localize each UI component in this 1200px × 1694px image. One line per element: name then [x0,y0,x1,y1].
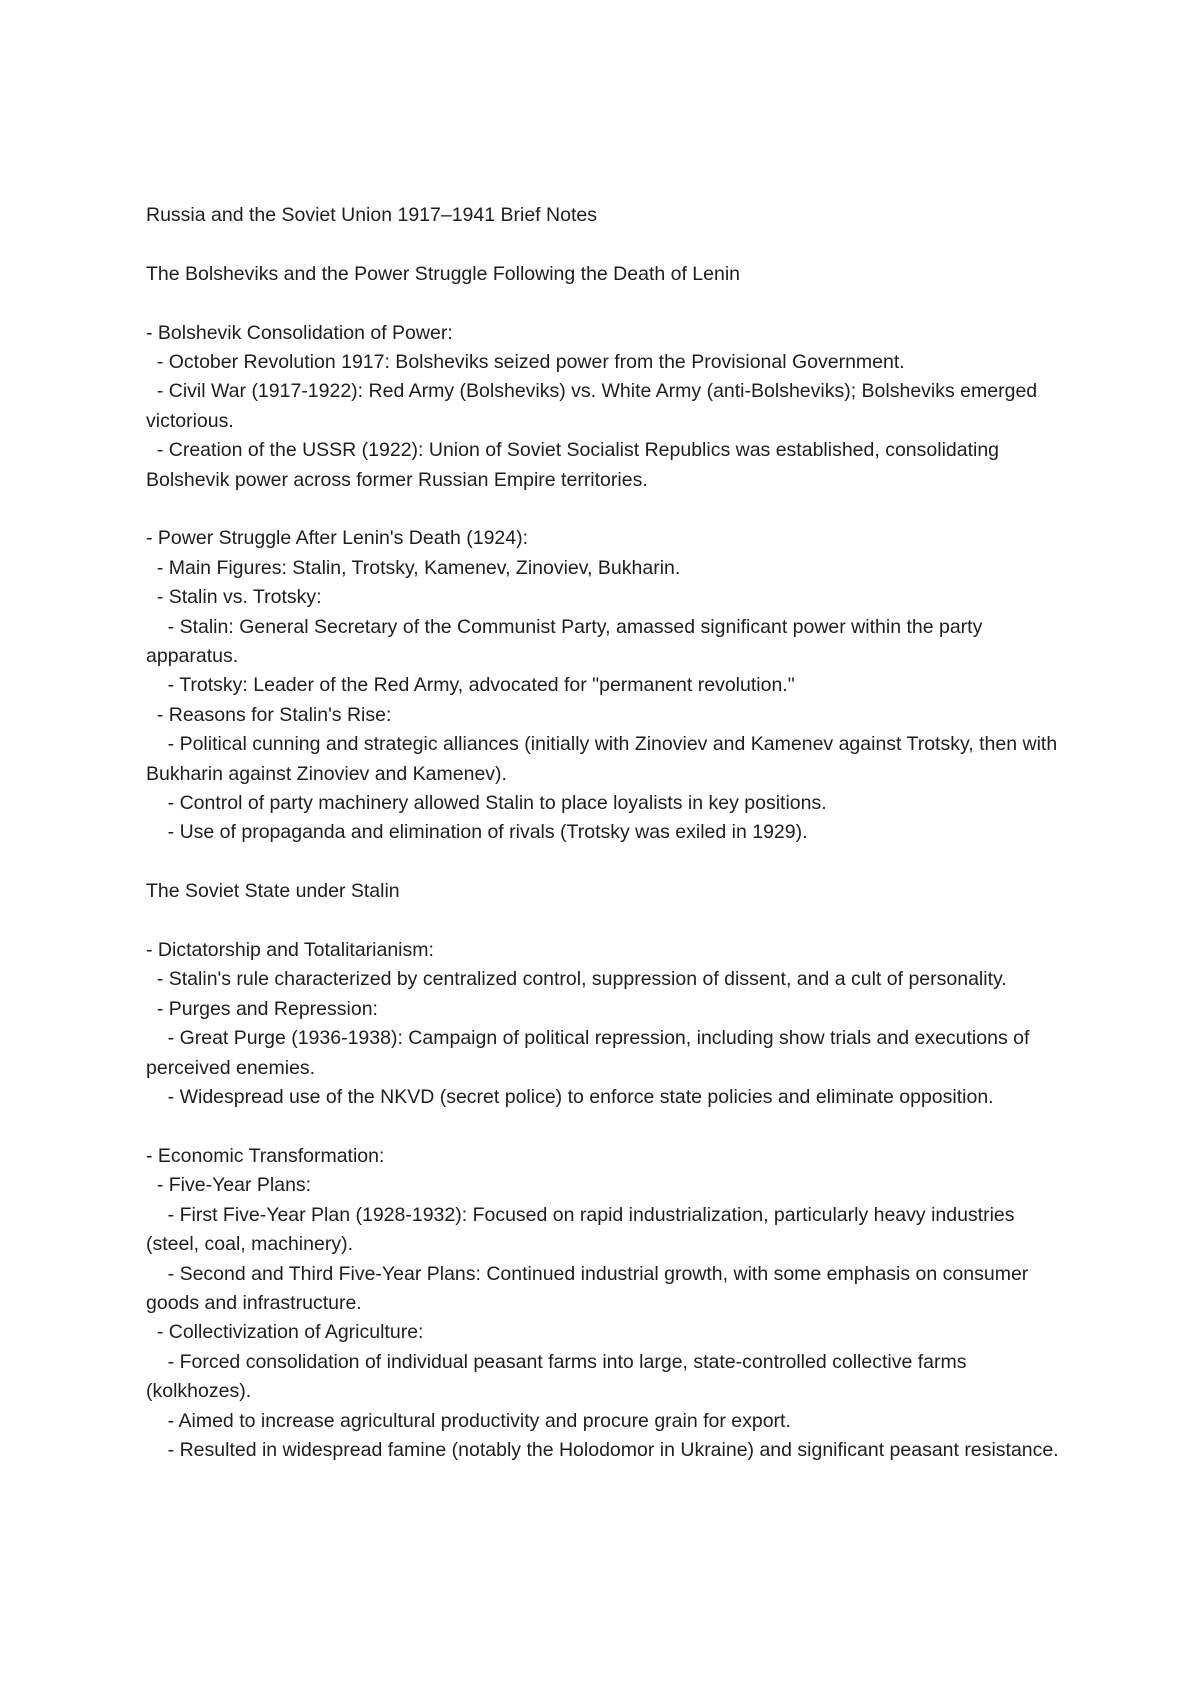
bullet-five-year-plans-header: - Five-Year Plans: [146,1174,312,1197]
bullet-forced-consolidation: - Forced consolidation of individual peasant farms into large, state-controlled collective farms (kolkhozes). [146,1350,972,1403]
blank-line [146,907,1066,936]
section-heading-soviet-state: The Soviet State under Stalin [146,880,400,903]
bullet-main-figures: - Main Figures: Stalin, Trotsky, Kamenev, Zinoviev, Bukharin. [146,556,681,579]
bullet-consolidation-header: - Bolshevik Consolidation of Power: [146,321,453,344]
bullet-aimed-productivity: - Aimed to increase agricultural productivity and procure grain for export. [146,1409,791,1432]
blank-line [146,230,1066,259]
blank-line [146,289,1066,318]
document-title: Russia and the Soviet Union 1917–1941 Brief Notes [146,204,597,226]
bullet-reason-propaganda: - Use of propaganda and elimination of rivals (Trotsky was exiled in 1929). [146,821,808,844]
bullet-ussr-creation: - Creation of the USSR (1922): Union of Soviet Socialist Republics was established, consolidating Bolshevik power across former Russian Empire territories. [146,439,1005,491]
bullet-dictatorship-header: - Dictatorship and Totalitarianism: [146,939,434,962]
bullet-famine: - Resulted in widespread famine (notably the Holodomor in Ukraine) and significant peasant resistance. [146,1438,1059,1461]
bullet-economic-header: - Economic Transformation: [146,1144,385,1167]
bullet-trotsky: - Trotsky: Leader of the Red Army, advocated for "permanent revolution." [146,674,795,697]
bullet-stalin: - Stalin: General Secretary of the Communist Party, amassed significant power within the party apparatus. [146,615,988,668]
bullet-october-revolution: - October Revolution 1917: Bolsheviks seized power from the Provisional Government. [146,351,905,373]
document-body [146,201,1066,1465]
bullet-reasons-header: - Reasons for Stalin's Rise: [146,703,392,726]
bullet-stalin-vs-trotsky: - Stalin vs. Trotsky: [146,586,322,609]
blank-line [146,1113,1066,1142]
section-heading-bolsheviks: The Bolsheviks and the Power Struggle Following the Death of Lenin [146,262,741,285]
bullet-collectivization-header: - Collectivization of Agriculture: [146,1321,424,1344]
bullet-nkvd: - Widespread use of the NKVD (secret police) to enforce state policies and eliminate opposition. [146,1086,994,1109]
bullet-great-purge: - Great Purge (1936-1938): Campaign of political repression, including show trials and executions of perceived enemies. [146,1027,1035,1079]
blank-line [146,848,1066,877]
bullet-first-plan: - First Five-Year Plan (1928-1932): Focused on rapid industrialization, particularly heavy industries (steel, coal, machinery). [146,1203,1020,1256]
blank-line [146,495,1066,524]
bullet-civil-war: - Civil War (1917-1922): Red Army (Bolsheviks) vs. White Army (anti-Bolsheviks); Bolsheviks emerged victorious. [146,380,1043,432]
bullet-purges-header: - Purges and Repression: [146,997,378,1020]
bullet-power-struggle-header: - Power Struggle After Lenin's Death (1924): [146,527,529,550]
bullet-stalin-rule: - Stalin's rule characterized by centralized control, suppression of dissent, and a cult of personality. [146,968,1007,991]
bullet-reason-machinery: - Control of party machinery allowed Stalin to place loyalists in key positions. [146,792,827,815]
bullet-reason-cunning: - Political cunning and strategic alliances (initially with Zinoviev and Kamenev against Trotsky, then with Bukharin against Zinoviev and Kamenev). [146,733,1063,785]
bullet-second-third-plans: - Second and Third Five-Year Plans: Continued industrial growth, with some emphasis on consumer goods and infrastructure. [146,1262,1034,1314]
